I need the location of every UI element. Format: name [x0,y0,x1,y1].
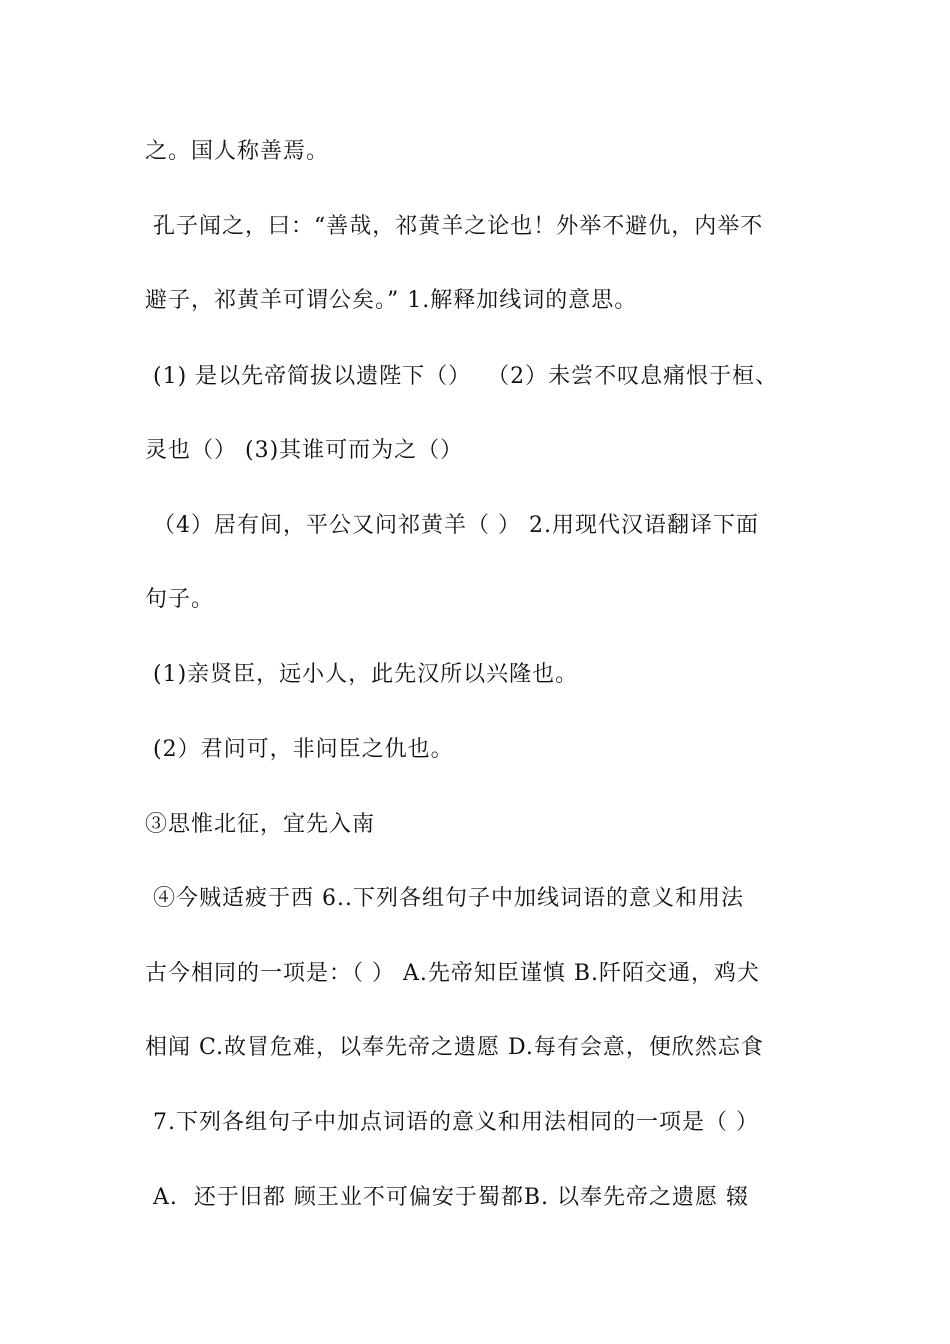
text-line-3: 避子，祁黄羊可谓公矣。” 1.解释加线词的意思。 [145,288,638,313]
text-line-7: 句子。 [145,587,215,612]
text-line-11: ④今贼适疲于西 6..下列各组句子中加线词语的意义和用法 [145,886,744,911]
text-line-14: 7.下列各组句子中加点词语的意义和用法相同的一项是（ ） [145,1110,759,1135]
text-line-12: 古今相同的一项是：（ ） A.先帝知臣谨慎 B.阡陌交通，鸡犬 [145,961,761,986]
text-line-13: 相闻 C.故冒危难，以奉先帝之遗愿 D.每有会意，便欣然忘食 [145,1035,764,1060]
text-line-2: 孔子闻之，曰：“善哉，祁黄羊之论也！外举不避仇，内举不 [145,214,764,239]
text-line-15: A. 还于旧都 顾王业不可偏安于蜀都B. 以奉先帝之遗愿 辍 [145,1185,750,1210]
text-line-5: 灵也（） (3)其谁可而为之（） [145,438,464,463]
text-line-1: 之。国人称善焉。 [145,139,330,164]
text-line-10: ③思惟北征，宜先入南 [145,812,376,837]
text-line-8: (1)亲贤臣，远小人，此先汉所以兴隆也。 [145,662,579,687]
text-line-4: (1) 是以先帝简拔以遗陛下（） （2）未尝不叹息痛恨于桓、 [145,364,779,389]
text-line-9: (2）君问可，非问臣之仇也。 [145,737,454,762]
text-line-6: （4）居有间，平公又问祁黄羊（ ） 2.用现代汉语翻译下面 [145,513,759,538]
